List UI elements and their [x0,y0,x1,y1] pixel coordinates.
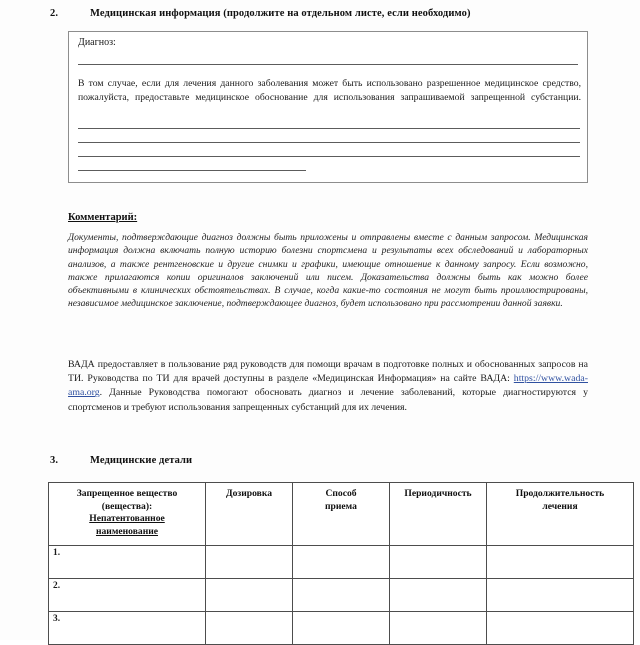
cell-frequency-2[interactable] [390,579,487,612]
header-route-line1: Способ [325,488,357,499]
header-duration-line1: Продолжительность [515,488,605,499]
cell-dosage-2[interactable] [206,579,293,612]
section-3-heading [50,455,590,466]
header-route-line2: приема [325,500,357,512]
header-duration-line2: лечения [542,500,578,512]
section-2-heading [50,8,590,19]
header-substance-underlined-line1: Непатентованное [89,513,165,525]
cell-dosage-1[interactable] [206,546,293,579]
header-duration [487,483,634,546]
diagnosis-write-line-2[interactable] [78,142,580,143]
header-substance-underlined-line2: наименование [95,525,159,537]
header-route [293,483,390,546]
wada-text-after-link: . Данные Руководства помогают обосновать диагноз и лечение заболеваний, которые диагностируются у спортсменов и требуют использования запрещенных субстанций для их лечения. [68,387,588,413]
cell-route-2[interactable] [293,579,390,612]
section-2-title: Медицинская информация (продолжите на отдельном листе, если необходимо) [90,8,471,19]
cell-substance-1[interactable]: 1. [49,546,206,579]
header-dosage: Дозировка [206,483,293,546]
comment-body-text: Документы, подтверждающие диагноз должны быть приложены и отправлены вместе с данным запросом. Медицинская информация должна включать полную историю болезни спортсмена и результаты всех обследований и лабораторных анализов, а также рентгеновские и другие снимки и графики, имеющие отношение к данному запросу. Если возможно, также прилагаются копии оригиналов заключений или писем. Доказательства должны быть как можно более объективными в клинических обстоятельствах. В случае, когда какие-то состояния не могут быть проиллюстрированы, независимое медицинское заключение, подтверждающее диагноз, будет использовано при рассмотрении данной заявки. [68,232,588,310]
section-2-number: 2. [50,8,59,19]
cell-frequency-1[interactable] [390,546,487,579]
wada-guidance-paragraph [68,358,588,415]
section-3-title: Медицинские детали [90,455,193,466]
table-body [49,546,634,645]
cell-duration-1[interactable] [487,546,634,579]
table-row [49,546,634,579]
cell-route-1[interactable] [293,546,390,579]
wada-website-link[interactable]: https://www.wada-ama.org [68,373,588,399]
diagnosis-write-line-1[interactable] [78,128,580,129]
table-header-row [49,483,634,546]
diagnosis-write-line-3[interactable] [78,156,580,157]
comment-title: Комментарий: [68,212,138,223]
medical-details-table [48,482,634,645]
diagnosis-label: Диагноз: [78,37,116,48]
header-substance [49,483,206,546]
cell-substance-2[interactable]: 2. [49,579,206,612]
diagnosis-instruction-text: В том случае, если для лечения данного заболевания может быть использовано разрешенное медицинское средство, пожалуйста, предоставьте медицинское обоснование для использования запрашиваемой запрещенной субстанции. [78,78,581,103]
diagnosis-write-line-4[interactable] [78,170,306,171]
header-frequency: Периодичность [390,483,487,546]
table-row [49,579,634,612]
header-substance-line2: (вещества): [101,500,153,512]
cell-substance-3[interactable]: 3. [49,612,206,645]
cell-duration-2[interactable] [487,579,634,612]
diagnosis-box [68,31,588,183]
diagnosis-write-line-0[interactable] [78,64,578,65]
wada-text-before-link: ВАДА предоставляет в пользование ряд руководств для помощи врачам в подготовке полных и обоснованных запросов на ТИ. Руководства по ТИ для врачей доступны в разделе «Медицинская Информация» на сайте ВАДА: [68,359,588,385]
section-3-number: 3. [50,455,59,466]
header-substance-line1: Запрещенное вещество [76,488,178,499]
